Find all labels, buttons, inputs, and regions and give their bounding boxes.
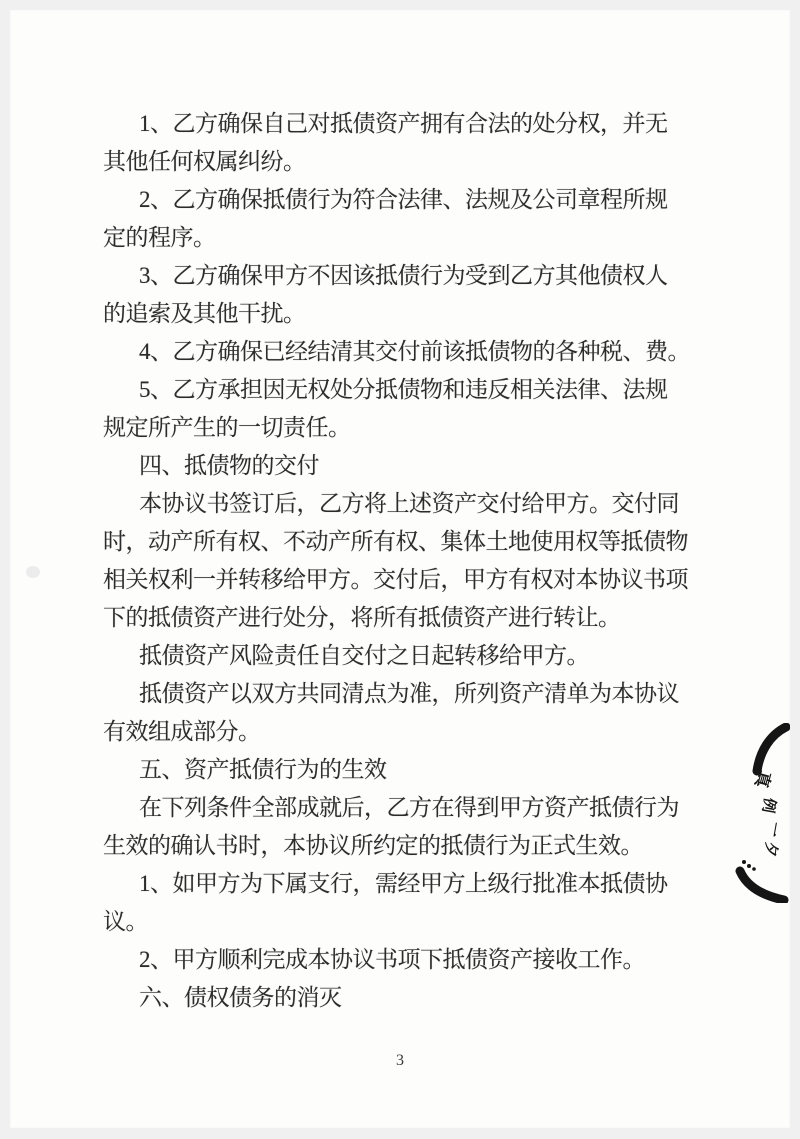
page-number: 3	[396, 1052, 404, 1069]
text-line: 六、债权债务的消灭	[139, 985, 342, 1010]
text-line: 5、乙方承担因无权处分抵债物和违反相关法律、法规	[139, 377, 668, 402]
stamp-glyph: 真	[751, 768, 774, 790]
document-body	[103, 105, 723, 1017]
text-line: 生效的确认书时，本协议所约定的抵债行为正式生效。	[103, 833, 643, 858]
text-line: 时，动产所有权、不动产所有权、集体土地使用权等抵债物	[103, 529, 688, 554]
text-line: 规定所产生的一切责任。	[103, 415, 351, 440]
partial-stamp	[732, 723, 790, 903]
text-line: 下的抵债资产进行处分，将所有抵债资产进行转让。	[103, 605, 621, 630]
stamp-glyph: 夕	[761, 841, 779, 858]
stamp-glyph: 一	[763, 820, 783, 839]
stamp-arc-icon	[732, 723, 790, 903]
text-line: 3、乙方确保甲方不因该抵债行为受到乙方其他债权人	[139, 263, 668, 288]
text-line: 4、乙方确保已经结清其交付前该抵债物的各种税、费。	[139, 339, 690, 364]
text-line: 五、资产抵债行为的生效	[139, 757, 387, 782]
text-line: 本协议书签订后，乙方将上述资产交付给甲方。交付同	[139, 491, 679, 516]
text-line: 2、乙方确保抵债行为符合法律、法规及公司章程所规	[139, 187, 668, 212]
text-line: 2、甲方顺利完成本协议书项下抵债资产接收工作。	[139, 947, 645, 972]
text-line: 抵债资产风险责任自交付之日起转移给甲方。	[139, 643, 589, 668]
text-line: 的追索及其他干扰。	[103, 301, 306, 326]
text-line: 1、乙方确保自己对抵债资产拥有合法的处分权，并无	[139, 111, 668, 136]
text-line: 在下列条件全部成就后，乙方在得到甲方资产抵债行为	[139, 795, 679, 820]
stamp-glyph: 例	[758, 796, 778, 815]
text-line: 议。	[103, 909, 148, 934]
text-line: 有效组成部分。	[103, 719, 261, 744]
text-line: 1、如甲方为下属支行，需经甲方上级行批准本抵债协	[139, 871, 668, 896]
text-line: 抵债资产以双方共同清点为准，所列资产清单为本协议	[139, 681, 679, 706]
text-line: 相关权利一并转移给甲方。交付后，甲方有权对本协议书项	[103, 567, 688, 592]
document-paper	[10, 10, 790, 1128]
text-line: 其他任何权属纠纷。	[103, 149, 306, 174]
text-line: 定的程序。	[103, 225, 216, 250]
scan-smudge	[26, 566, 40, 578]
text-line: 四、抵债物的交付	[139, 453, 319, 478]
